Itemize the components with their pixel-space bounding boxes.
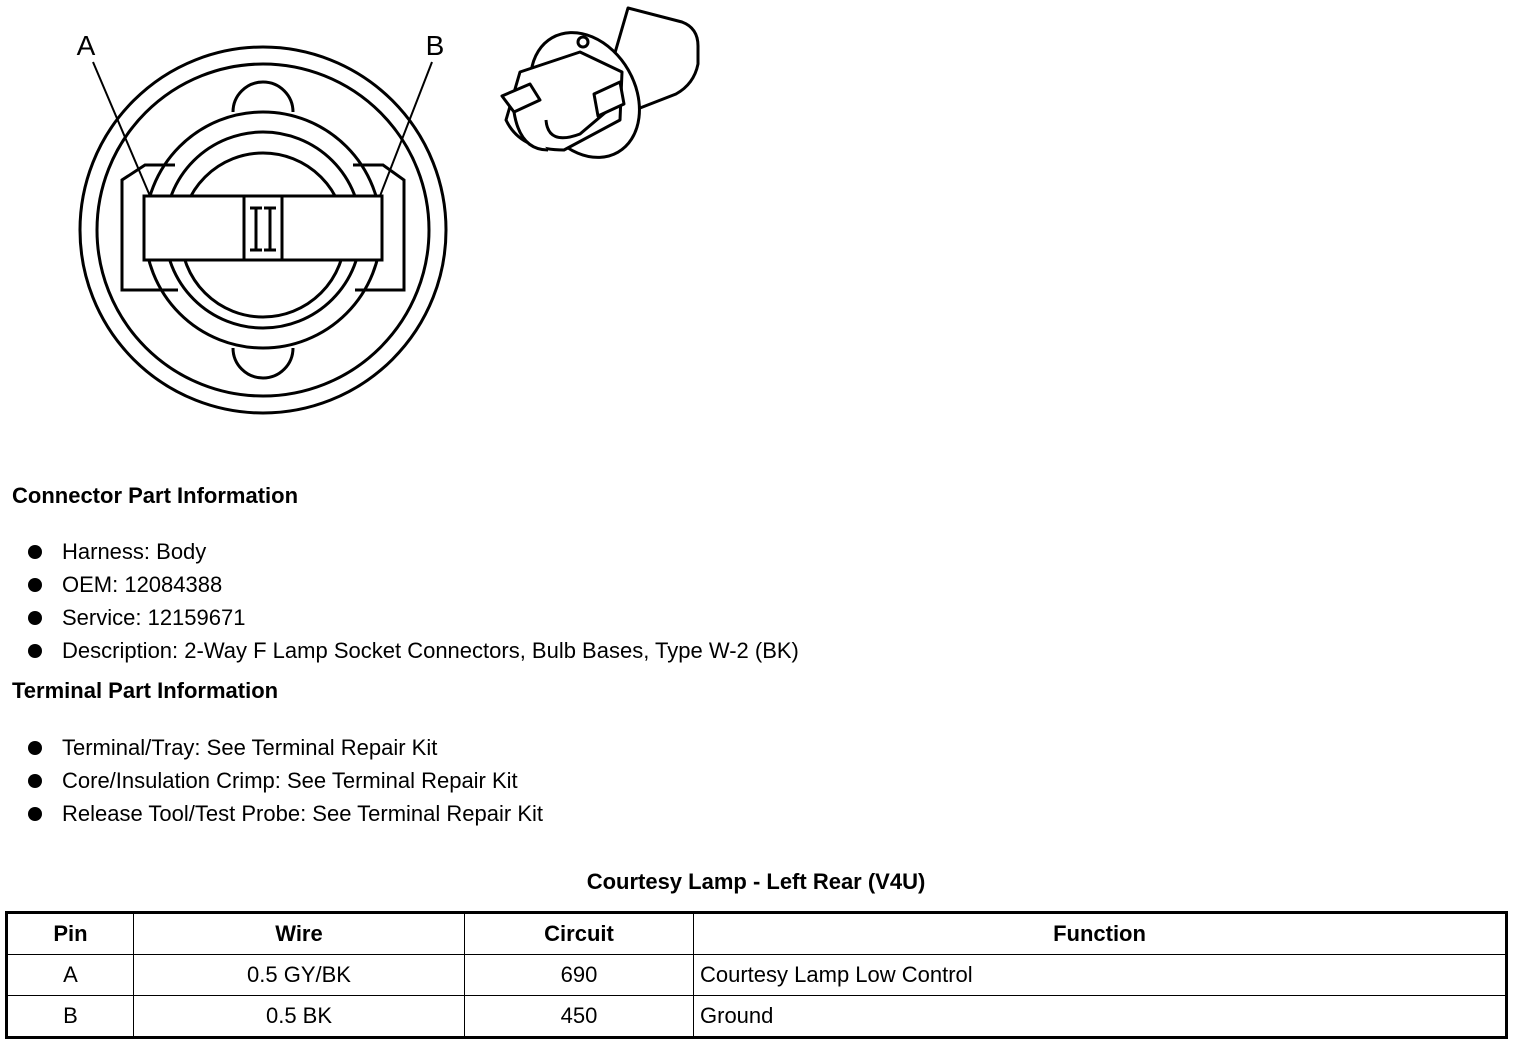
cell-circuit: 690 bbox=[465, 955, 694, 996]
list-item: Description: 2-Way F Lamp Socket Connectors, Bulb Bases, Type W-2 (BK) bbox=[28, 634, 799, 667]
pin-a-label: A bbox=[76, 30, 96, 61]
header-pin: Pin bbox=[7, 913, 134, 955]
bullet-icon bbox=[28, 611, 42, 625]
pin-b-label: B bbox=[425, 30, 445, 61]
list-item: Release Tool/Test Probe: See Terminal Repair Kit bbox=[28, 797, 543, 830]
bullet-icon bbox=[28, 741, 42, 755]
socket-top-lug bbox=[233, 82, 293, 112]
bullet-icon bbox=[28, 774, 42, 788]
socket-bottom-lug bbox=[233, 348, 293, 378]
pin-a-leader bbox=[93, 62, 150, 196]
bullet-icon bbox=[28, 807, 42, 821]
cell-pin: A bbox=[7, 955, 134, 996]
list-item: Terminal/Tray: See Terminal Repair Kit bbox=[28, 731, 543, 764]
table-row bbox=[7, 955, 1507, 996]
terminal-center-key bbox=[244, 196, 282, 260]
bullet-icon bbox=[28, 644, 42, 658]
bullet-icon bbox=[28, 545, 42, 559]
table-row bbox=[7, 996, 1507, 1038]
header-function: Function bbox=[694, 913, 1507, 955]
list-item: Core/Insulation Crimp: See Terminal Repair Kit bbox=[28, 764, 543, 797]
pin-table bbox=[5, 911, 1508, 1039]
cell-function: Courtesy Lamp Low Control bbox=[694, 955, 1507, 996]
cell-pin: B bbox=[7, 996, 134, 1038]
cell-circuit: 450 bbox=[465, 996, 694, 1038]
connector-info-list bbox=[28, 535, 799, 667]
header-wire: Wire bbox=[134, 913, 465, 955]
cell-wire: 0.5 GY/BK bbox=[134, 955, 465, 996]
bullet-icon bbox=[28, 578, 42, 592]
pin-table-title: Courtesy Lamp - Left Rear (V4U) bbox=[586, 869, 926, 894]
connector-info-heading: Connector Part Information bbox=[12, 483, 299, 508]
list-item: OEM: 12084388 bbox=[28, 568, 799, 601]
pin-b-leader bbox=[380, 62, 432, 196]
terminal-info-list bbox=[28, 731, 543, 830]
connector-diagram bbox=[0, 0, 760, 440]
terminal-info-heading: Terminal Part Information bbox=[12, 678, 279, 703]
header-circuit: Circuit bbox=[465, 913, 694, 955]
list-item: Service: 12159671 bbox=[28, 601, 799, 634]
bulb-socket-illustration bbox=[502, 8, 698, 177]
list-item: Harness: Body bbox=[28, 535, 799, 568]
cell-wire: 0.5 BK bbox=[134, 996, 465, 1038]
table-header-row bbox=[7, 913, 1507, 955]
cell-function: Ground bbox=[694, 996, 1507, 1038]
